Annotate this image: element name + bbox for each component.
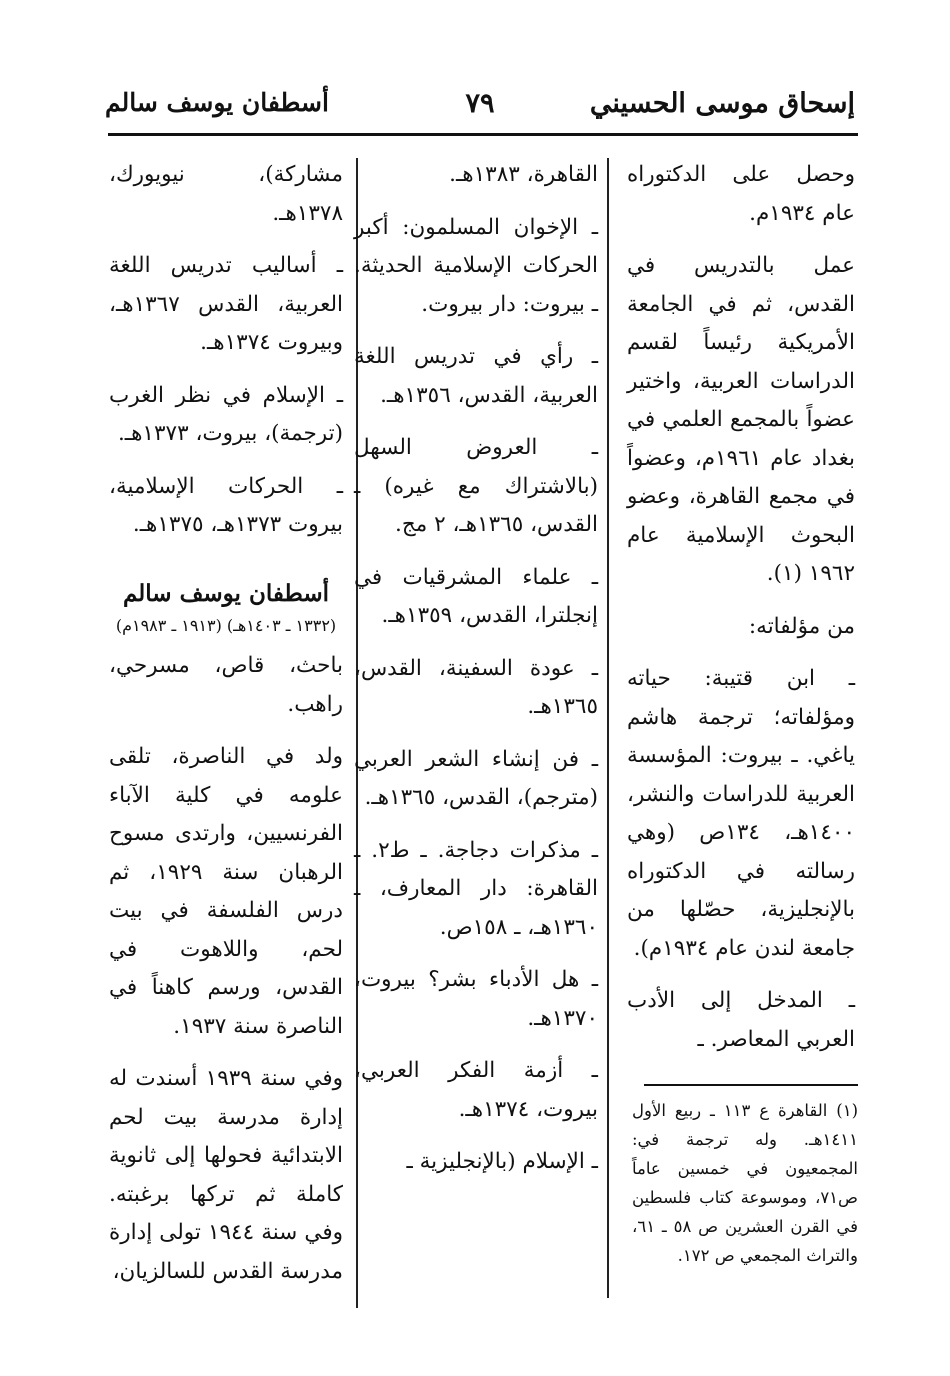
bibliography-item: القاهرة، ١٣٨٣هـ. — [449, 162, 598, 187]
bibliography-item: ـ أزمة الفكر العربي، بيروت، ١٣٧٤هـ. — [354, 1058, 598, 1122]
bibliography-item: ـ علماء المشرقيات في إنجلترا، القدس، ١٣٥٩هـ. — [354, 564, 598, 628]
paragraph: ولد في الناصرة، تلقى علومه في كلية الآباء الفرنسيين، وارتدى مسوح الرهبان سنة ١٩٢٩، ثم درس الفلسفة في بيت لحم، واللاهوت في القدس، ورسم كاهناً في الناصرة سنة ١٩٣٧. — [109, 744, 343, 1039]
bibliography-item: ـ مذكرات دجاجة. ـ ط٢. ـ القاهرة: دار المعارف، ـ ١٣٦٠هـ، ـ ١٥٨ص. — [354, 837, 598, 940]
bibliography-item: ـ فن إنشاء الشعر العربي (مترجم)، القدس، ١٣٦٥هـ. — [354, 746, 598, 810]
running-head-right: إسحاق موسى الحسيني — [589, 88, 855, 119]
bibliography-item: ـ عودة السفينة، القدس، ١٣٦٥هـ. — [354, 655, 598, 719]
column-divider-right — [607, 158, 609, 1298]
column-middle — [354, 156, 598, 1196]
bibliography-item: مشاركة)، نيويورك، ١٣٧٨هـ. — [109, 162, 343, 226]
bibliography-item: ـ رأي في تدريس اللغة العربية، القدس، ١٣٥٦هـ. — [354, 344, 598, 408]
biography-title: أسطفان يوسف سالم — [122, 579, 330, 607]
biography-years: (١٣٣٢ ـ ١٤٠٣هـ) (١٩١٣ ـ ١٩٨٣م) — [115, 616, 337, 635]
page-header — [105, 88, 855, 128]
footnote — [632, 1096, 858, 1270]
bibliography-item: ـ هل الأدباء بشر؟ بيروت، ١٣٧٠هـ. — [354, 967, 598, 1031]
bibliography-item: ـ ابن قتيبة: حياته ومؤلفاته؛ ترجمة هاشم ياغي. ـ بيروت: المؤسسة العربية للدراسات والنشر، ١٤٠٠هـ، ١٣٤ص (وهي رسالته في الدكتوراه بالإنجليزية، حصّلها من جامعة لندن عام ١٩٣٤م). — [627, 666, 855, 961]
bibliography-item: ـ الإخوان المسلمون: أكبر الحركات الإسلامية الحديثة. ـ بيروت: دار بيروت. — [354, 214, 598, 317]
section-heading: من مؤلفاته: — [748, 613, 855, 639]
running-head-left: أسطفان يوسف سالم — [105, 88, 329, 117]
footnote-rule — [644, 1084, 858, 1086]
bibliography-item: ـ العروض السهل (بالاشتراك مع غيره) ـ القدس، ١٣٦٥هـ، ٢ مج. — [354, 435, 598, 537]
paragraph: عمل بالتدريس في القدس، ثم في الجامعة الأمريكية رئيساً لقسم الدراسات العربية، واختير عضواً بالمجمع العلمي في بغداد عام ١٩٦١م، وعضواً في مجمع القاهرة، وعضو البحوث الإسلامية عام ١٩٦٢ (١). — [627, 253, 855, 586]
column-left — [109, 156, 343, 1305]
paragraph: وفي سنة ١٩٣٩ أسندت له إدارة مدرسة بيت لحم الابتدائية فحولها إلى ثانوية كاملة ثم تركها برغبته. وفي سنة ١٩٤٤ تولى إدارة مدرسة القدس للسالزيان، — [109, 1066, 344, 1284]
bibliography-item: ـ الإسلام (بالإنجليزية ـ — [406, 1149, 598, 1174]
paragraph: باحث، قاص، مسرحي، راهب. — [109, 653, 343, 717]
paragraph: وحصل على الدكتوراه عام ١٩٣٤م. — [627, 162, 855, 226]
column-right — [627, 156, 855, 1073]
bibliography-item: ـ الإسلام في نظر الغرب (ترجمة)، بيروت، ١٣٧٣هـ. — [109, 382, 343, 446]
page-number: ٧٩ — [465, 88, 495, 119]
bibliography-item: ـ المدخل إلى الأدب العربي المعاصر. ـ — [627, 988, 855, 1052]
bibliography-item: ـ أساليب تدريس اللغة العربية، القدس ١٣٦٧هـ، وبيروت ١٣٧٤هـ. — [109, 253, 343, 355]
bibliography-item: ـ الحركات الإسلامية، بيروت ١٣٧٣هـ، ١٣٧٥هـ. — [109, 473, 343, 537]
footnote-text: (١) القاهرة ع ١١٣ ـ ربيع الأول ١٤١١هـ. وله ترجمة في: المجمعيون في خمسين عاماً ص٧١، وموسوعة كتاب فلسطين في القرن العشرين ص ٥٨ ـ ٦١، والتراث المجمعي ص ١٧٢. — [632, 1101, 859, 1265]
header-rule — [108, 133, 858, 136]
